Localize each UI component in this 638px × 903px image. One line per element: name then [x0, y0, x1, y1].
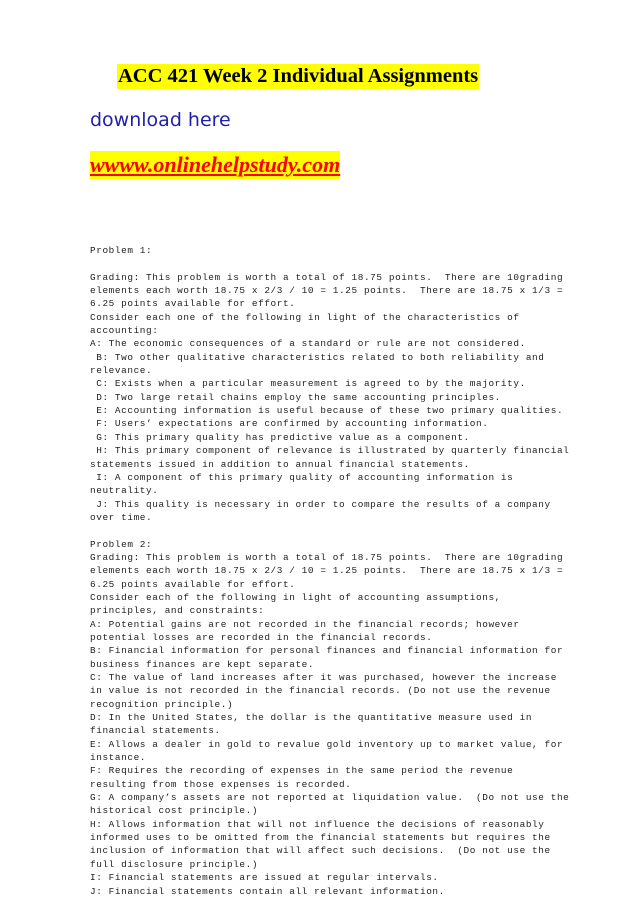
problem-2-line: principles, and constraints: — [90, 605, 265, 617]
problem-2-line: historical cost principle.) — [90, 805, 259, 817]
problem-2-line: full disclosure principle.) — [90, 858, 259, 870]
problem-2-line: F: Requires the recording of expenses in the same period the revenue — [90, 765, 514, 777]
problem-1-line: Consider each one of the following in light of the characteristics of — [90, 311, 520, 323]
problem-1-line: D: Two large retail chains employ the same accounting principles. — [90, 391, 501, 403]
problem-2-line: D: In the United States, the dollar is the quantitative measure used in — [90, 712, 533, 724]
website-link[interactable]: wwww.onlinehelpstudy.com — [90, 152, 341, 177]
problem-1-line: E: Accounting information is useful because of these two primary qualities. — [90, 405, 564, 417]
problem-2-line: H: Allows information that will not influence the decisions of reasonably — [90, 818, 545, 830]
problem-1-line: F: Users’ expectations are confirmed by accounting information. — [90, 418, 489, 430]
document-title: ACC 421 Week 2 Individual Assignments — [118, 65, 479, 87]
problem-1-line: elements each worth 18.75 x 2/3 / 10 = 1.25 points. There are 18.75 x 1/3 = — [90, 285, 564, 297]
problem-2-line: E: Allows a dealer in gold to revalue gold inventory up to market value, for — [90, 738, 564, 750]
problem-2-line: B: Financial information for personal finances and financial information for — [90, 645, 564, 657]
problem-2-line: informed uses to be omitted from the financial statements but requires the — [90, 832, 551, 844]
problem-1-line: Grading: This problem is worth a total of 18.75 points. There are 10grading — [90, 271, 564, 283]
problem-2-line: potential losses are recorded in the financial records. — [90, 631, 433, 643]
problem-2-line: G: A company’s assets are not reported at liquidation value. (Do not use the — [90, 792, 570, 804]
spacer — [90, 257, 595, 270]
problem-1-heading: Problem 1: — [90, 245, 153, 256]
problem-2-line: elements each worth 18.75 x 2/3 / 10 = 1.25 points. There are 18.75 x 1/3 = — [90, 565, 564, 577]
problem-1-line: B: Two other qualitative characteristics related to both reliability and — [90, 351, 545, 363]
problem-2-line: in value is not recorded in the financial records. (Do not use the revenue — [90, 685, 551, 697]
problem-2-line: C: The value of land increases after it was purchased, however the increase — [90, 672, 557, 683]
problem-2-line: I: Financial statements are issued at regular intervals. — [90, 872, 439, 884]
problem-1-line: A: The economic consequences of a standard or rule are not considered. — [90, 338, 526, 350]
problem-1-line: relevance. — [90, 365, 153, 377]
problem-2-line: instance. — [90, 752, 147, 764]
problem-2-heading: Problem 2: — [90, 538, 153, 550]
download-link[interactable]: download here — [90, 109, 231, 131]
problem-2-line: inclusion of information that will affect such decisions. (Do not use the — [90, 845, 551, 857]
problem-1-line: I: A component of this primary quality of accounting information is — [90, 471, 514, 483]
website-container — [90, 151, 340, 179]
problem-1-line: accounting: — [90, 325, 159, 337]
problem-1-line: 6.25 points available for effort. — [90, 298, 296, 310]
problem-2-line: Grading: This problem is worth a total of 18.75 points. There are 10grading — [90, 551, 564, 563]
spacer — [90, 524, 595, 537]
problem-2-line: recognition principle.) — [90, 698, 234, 710]
assignment-body — [90, 244, 595, 898]
problem-2-line: financial statements. — [90, 725, 221, 737]
problem-1-line: H: This primary component of relevance is illustrated by quarterly financial — [90, 445, 570, 457]
problem-1-line: J: This quality is necessary in order to compare the results of a company — [90, 498, 551, 510]
problem-1-line: over time. — [90, 511, 153, 523]
title-container — [117, 64, 479, 89]
problem-2-line: J: Financial statements contain all relevant information. — [90, 885, 445, 897]
problem-1-line: statements issued in addition to annual financial statements. — [90, 458, 470, 470]
problem-1-line: G: This primary quality has predictive value as a component. — [90, 431, 470, 443]
problem-2-line: business finances are kept separate. — [90, 658, 315, 670]
problem-2-line: 6.25 points available for effort. — [90, 578, 296, 590]
problem-1-line: C: Exists when a particular measurement is agreed to by the majority. — [90, 378, 526, 390]
problem-2-line: resulting from those expenses is recorded. — [90, 778, 352, 790]
problem-1-line: neutrality. — [90, 485, 159, 497]
problem-2-line: Consider each of the following in light of accounting assumptions, — [90, 591, 501, 603]
problem-2-line: A: Potential gains are not recorded in the financial records; however — [90, 618, 520, 630]
